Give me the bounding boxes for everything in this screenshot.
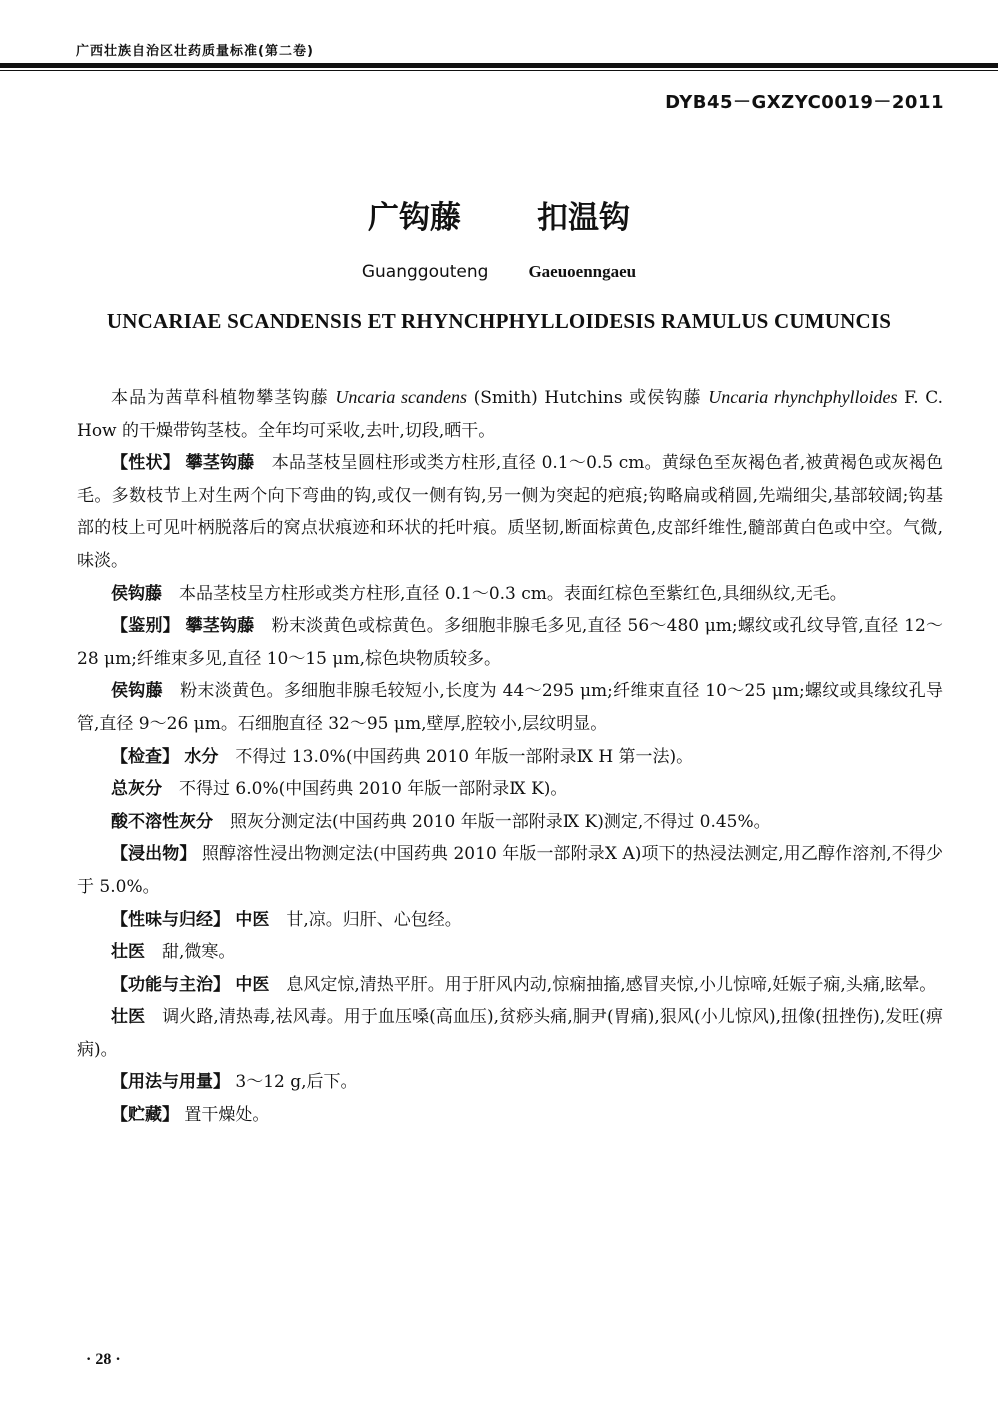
section-text: 息风定惊,清热平肝。用于肝风内动,惊痫抽搐,感冒夹惊,小儿惊啼,妊娠子痫,头痛,眩晕。 — [286, 974, 937, 995]
section-identification — [77, 610, 943, 675]
header-rule-thick — [0, 63, 998, 68]
section-label: 【性味与归经】 — [111, 909, 230, 930]
subsection-label: 攀茎钩藤 — [185, 616, 255, 637]
section-text: 置干燥处。 — [184, 1105, 270, 1126]
title-pinyin-line — [0, 262, 998, 282]
title-cn-name: 广钩藤 — [368, 200, 461, 236]
subsection-label: 攀茎钩藤 — [185, 453, 255, 474]
intro-text-2: (Smith) Hutchins 或侯钩藤 — [473, 388, 702, 408]
section-description — [77, 447, 943, 577]
standard-code: DYB45－GXZYC0019－2011 — [665, 92, 944, 113]
header-rule-thin — [0, 70, 998, 71]
page-number: · 28 · — [86, 1351, 121, 1368]
section-label: 【用法与用量】 — [111, 1072, 230, 1093]
section-text: 粉末淡黄色或棕黄色。多细胞非腺毛多见,直径 56～480 μm;螺纹或孔纹导管,直径 12～28 μm;纤维束多见,直径 10～15 μm,棕色块物质较多。 — [77, 616, 944, 669]
section-extract — [77, 838, 943, 903]
section-text: 本品茎枝呈圆柱形或类方柱形,直径 0.1～0.5 cm。黄绿色至灰褐色者,被黄褐色或灰褐色毛。多数枝节上对生两个向下弯曲的钩,或仅一侧有钩,另一侧为突起的疤痕;钩略扁或稍圆,先端细尖,基部较阔;钩基部的枝上可见叶柄脱落后的窝点状痕迹和环状的托叶痕。质坚韧,断面棕黄色,皮部纤维性,髓部黄白色或中空。气微,味淡。 — [77, 453, 944, 571]
section-text: 照灰分测定法(中国药典 2010 年版一部附录Ⅸ K)测定,不得过 0.45%。 — [230, 811, 771, 832]
section-function-2 — [77, 1001, 943, 1066]
subsection-label: 水分 — [184, 746, 219, 767]
section-dosage — [77, 1066, 943, 1099]
section-text: 粉末淡黄色。多细胞非腺毛较短小,长度为 44～295 μm;纤维束直径 10～25 μm;螺纹或具缘纹孔导管,直径 9～26 μm。石细胞直径 32～95 μm,壁厚,腔较小,层纹明显。 — [77, 681, 943, 734]
title-latin: UNCARIAE SCANDENSIS ET RHYNCHPHYLLOIDESIS RAMULUS CUMUNCIS — [106, 309, 892, 333]
section-inspection — [77, 741, 943, 774]
section-nature-meridian — [77, 904, 943, 937]
subsection-label: 侯钩藤 — [111, 583, 162, 604]
section-label: 【性状】 — [111, 453, 180, 474]
subsection-label: 壮医 — [111, 1007, 146, 1028]
header-rule — [0, 63, 998, 73]
section-label: 【浸出物】 — [111, 844, 197, 865]
section-storage — [77, 1099, 943, 1132]
section-nature-meridian-2 — [77, 936, 943, 969]
section-inspection-3 — [77, 806, 943, 839]
section-label: 【鉴别】 — [111, 616, 180, 637]
section-label: 【功能与主治】 — [111, 974, 230, 995]
section-text: 不得过 6.0%(中国药典 2010 年版一部附录Ⅸ K)。 — [179, 779, 568, 800]
section-text: 甘,凉。归肝、心包经。 — [286, 909, 462, 930]
section-text: 不得过 13.0%(中国药典 2010 年版一部附录Ⅸ H 第一法)。 — [235, 746, 694, 767]
section-text: 甜,微寒。 — [162, 942, 236, 963]
subsection-label: 中医 — [235, 909, 270, 930]
section-label: 【贮藏】 — [111, 1105, 179, 1126]
title-chinese — [0, 192, 998, 237]
section-identification-2 — [77, 675, 943, 740]
subsection-label: 中医 — [235, 974, 270, 995]
species-name-1: Uncaria scandens — [335, 387, 467, 407]
section-function — [77, 969, 943, 1002]
section-inspection-2 — [77, 773, 943, 806]
intro-text-1: 本品为茜草科植物攀茎钩藤 — [111, 388, 329, 408]
section-description-2 — [77, 578, 943, 611]
species-name-2: Uncaria rhynchphylloides — [708, 387, 898, 407]
section-text: 调火路,清热毒,祛风毒。用于血压嗓(高血压),贫痧头痛,胴尹(胃痛),狠风(小儿惊风),扭像(扭挫伤),发旺(痹病)。 — [77, 1007, 943, 1060]
subsection-label: 酸不溶性灰分 — [111, 811, 213, 832]
section-label: 【检查】 — [111, 746, 179, 767]
title-zhuang-pinyin: Gaeuoenngaeu — [528, 262, 637, 281]
subsection-label: 壮医 — [111, 942, 145, 963]
section-text: 本品茎枝呈方柱形或类方柱形,直径 0.1～0.3 cm。表面红棕色至紫红色,具细纵纹,无毛。 — [179, 583, 847, 604]
subsection-label: 侯钩藤 — [111, 681, 163, 702]
monograph-body — [77, 381, 943, 1132]
intro-text-3: F. C. How 的干燥带钩茎枝。全年均可采收,去叶,切段,晒干。 — [77, 388, 944, 441]
title-zhuang-name: 扣温钩 — [537, 200, 630, 236]
section-text: 照醇溶性浸出物测定法(中国药典 2010 年版一部附录Ⅹ A)项下的热浸法测定,用乙醇作溶剂,不得少于 5.0%。 — [77, 844, 943, 897]
subsection-label: 总灰分 — [111, 779, 162, 800]
section-text: 3～12 g,后下。 — [235, 1072, 358, 1093]
title-pinyin: Guanggouteng — [361, 262, 489, 282]
running-head: 广西壮族自治区壮药质量标准(第二卷) — [76, 44, 314, 59]
intro-paragraph — [77, 381, 943, 447]
